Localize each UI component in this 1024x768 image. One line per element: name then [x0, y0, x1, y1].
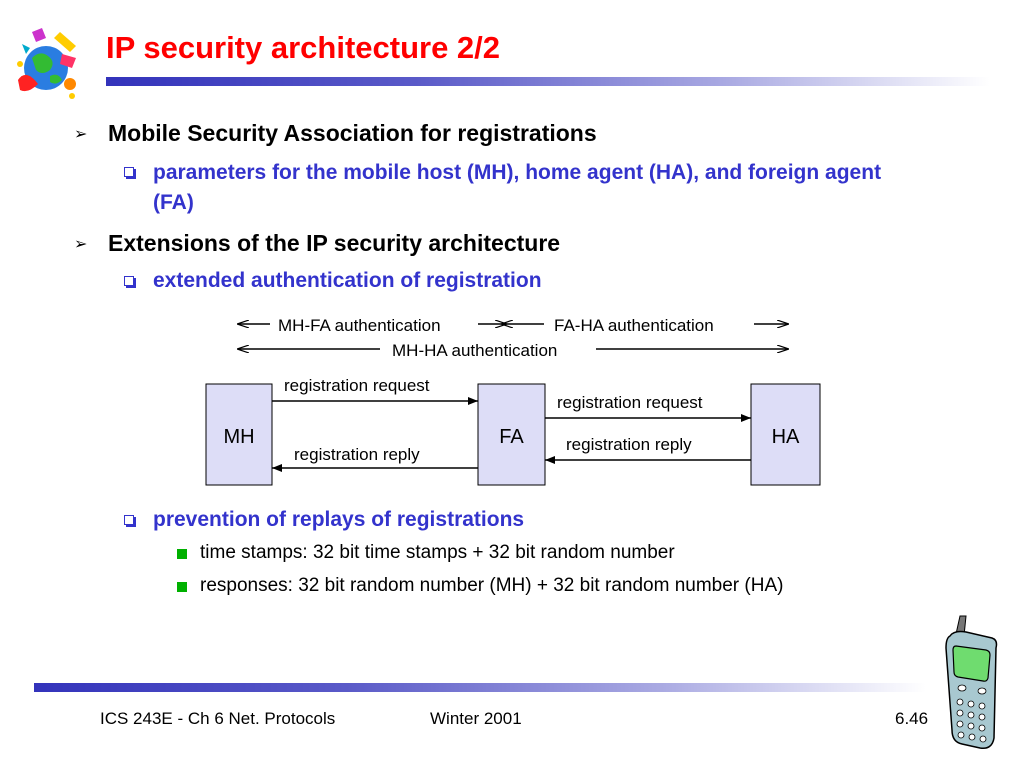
bullet-mobile-security-association: Mobile Security Association for registrations	[108, 120, 597, 146]
arrow-bullet-icon: ➢	[74, 126, 88, 143]
registration-diagram	[0, 300, 1024, 500]
green-square-bullet-icon	[177, 549, 187, 559]
arrow-bullet-icon: ➢	[74, 236, 88, 253]
footer-page-number: 6.46	[895, 709, 929, 728]
auth-fa-ha-label: FA-HA authentication	[554, 316, 714, 335]
auth-mh-ha-label: MH-HA authentication	[392, 341, 558, 360]
reply-fa-mh-label: registration reply	[294, 445, 420, 464]
bullet-time-stamps: time stamps: 32 bit time stamps + 32 bit random number	[200, 542, 675, 563]
footer-term: Winter 2001	[430, 709, 522, 728]
node-mh-label: MH	[223, 426, 255, 448]
bullet-prevention-of-replays: prevention of replays of registrations	[153, 508, 525, 531]
square-bullet-icon	[124, 276, 134, 286]
node-ha-label: HA	[771, 426, 800, 448]
logo-icon	[12, 24, 84, 102]
node-fa-label: FA	[499, 426, 524, 448]
bullet-responses: responses: 32 bit random number (MH) + 32 bit random number (HA)	[200, 575, 784, 596]
req-mh-fa-label: registration request	[284, 376, 430, 395]
reply-ha-fa-label: registration reply	[566, 435, 692, 454]
auth-mh-fa-label: MH-FA authentication	[278, 316, 441, 335]
req-fa-ha-label: registration request	[557, 393, 703, 412]
mobile-phone-icon	[936, 614, 1006, 754]
footer-divider	[34, 683, 926, 692]
square-bullet-icon	[124, 167, 134, 177]
bullet-extended-authentication: extended authentication of registration	[153, 269, 542, 292]
bullet-parameters: parameters for the mobile host (MH), home agent (HA), and foreign agent (FA)	[153, 161, 882, 214]
bullet-extensions: Extensions of the IP security architecture	[108, 230, 561, 256]
green-square-bullet-icon	[177, 582, 187, 592]
footer-course: ICS 243E - Ch 6 Net. Protocols	[100, 709, 336, 728]
title-divider	[106, 77, 990, 86]
page-title: IP security architecture 2/2	[106, 30, 501, 65]
square-bullet-icon	[124, 515, 134, 525]
